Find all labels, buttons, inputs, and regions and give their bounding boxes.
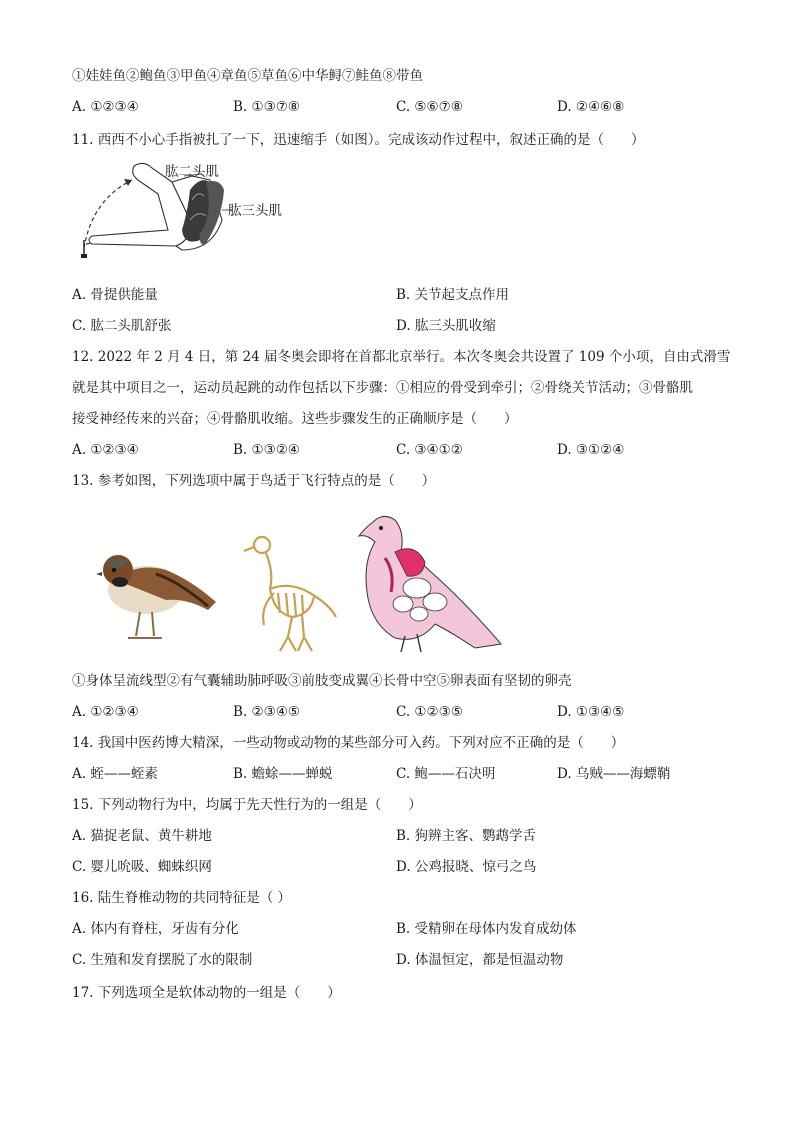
q10-option-b[interactable]: B. ①③⑦⑧: [233, 99, 300, 115]
biceps-label: 肱二头肌: [165, 164, 219, 180]
q13-option-d[interactable]: D. ①③④⑤: [557, 704, 625, 720]
q15-option-c[interactable]: C. 婴儿吮吸、蜘蛛织网: [72, 859, 212, 875]
q12-option-b[interactable]: B. ①③②④: [233, 442, 300, 458]
q12-stem-line3: 接受神经传来的兴奋；④骨骼肌收缩。这些步骤发生的正确顺序是（ ）: [72, 411, 518, 427]
q10-option-a[interactable]: A. ①②③④: [72, 99, 139, 115]
q17-stem: 17. 下列选项全是软体动物的一组是（ ）: [72, 985, 341, 1001]
q15-stem: 15. 下列动物行为中，均属于先天性行为的一组是（ ）: [72, 797, 422, 813]
bird-skeleton-image: [240, 533, 340, 653]
q16-option-b[interactable]: B. 受精卵在母体内发育成幼体: [396, 921, 577, 937]
q11-option-c[interactable]: C. 肱二头肌舒张: [72, 318, 172, 334]
q14-option-c[interactable]: C. 鲍——石决明: [396, 766, 496, 782]
q11-option-d[interactable]: D. 肱三头肌收缩: [396, 318, 496, 334]
q13-option-c[interactable]: C. ①②③⑤: [396, 704, 463, 720]
q16-option-c[interactable]: C. 生殖和发育摆脱了水的限制: [72, 952, 253, 968]
q12-option-a[interactable]: A. ①②③④: [72, 442, 139, 458]
q13-stem: 13. 参考如图，下列选项中属于鸟适于飞行特点的是（ ）: [72, 473, 436, 489]
q10-items: ①娃娃鱼②鲍鱼③甲鱼④章鱼⑤草鱼⑥中华鲟⑦鲑鱼⑧带鱼: [72, 68, 423, 84]
q15-option-d[interactable]: D. 公鸡报晓、惊弓之鸟: [396, 859, 537, 875]
q15-option-b[interactable]: B. 狗辨主客、鹦鹉学舌: [396, 828, 537, 844]
q13-features: ①身体呈流线型②有气囊辅助肺呼吸③前肢变成翼④长骨中空⑤卵表面有坚韧的卵壳: [72, 673, 572, 689]
q14-option-b[interactable]: B. 蟾蜍——蝉蜕: [233, 766, 333, 782]
q10-option-c[interactable]: C. ⑤⑥⑦⑧: [396, 99, 463, 115]
q15-option-a[interactable]: A. 猫捉老鼠、黄牛耕地: [72, 828, 212, 844]
q12-option-d[interactable]: D. ③①②④: [557, 442, 625, 458]
q16-stem: 16. 陆生脊椎动物的共同特征是（ ）: [72, 890, 292, 906]
q11-stem: 11. 西西不小心手指被扎了一下，迅速缩手（如图）。完成该动作过程中，叙述正确的是（ ）: [72, 132, 645, 148]
q14-stem: 14. 我国中医药博大精深，一些动物或动物的某些部分可入药。下列对应不正确的是（ ）: [72, 735, 625, 751]
sparrow-image: [96, 540, 221, 645]
q12-option-c[interactable]: C. ③④①②: [396, 442, 463, 458]
q16-option-d[interactable]: D. 体温恒定，都是恒温动物: [396, 952, 564, 968]
q16-option-a[interactable]: A. 体内有脊柱，牙齿有分化: [72, 921, 239, 937]
q14-option-d[interactable]: D. 乌贼——海螵鞘: [557, 766, 671, 782]
bird-anatomy-image: [355, 512, 505, 655]
q11-option-a[interactable]: A. 骨提供能量: [72, 287, 158, 303]
q12-stem-line2: 就是其中项目之一，运动员起跳的动作包括以下步骤：①相应的骨受到牵引；②骨绕关节活动；③骨骼肌: [72, 380, 693, 396]
q13-option-b[interactable]: B. ②③④⑤: [233, 704, 300, 720]
q10-option-d[interactable]: D. ②④⑥⑧: [557, 99, 625, 115]
q11-option-b[interactable]: B. 关节起支点作用: [396, 287, 510, 303]
q14-option-a[interactable]: A. 蛭——蛭素: [72, 766, 158, 782]
q12-stem-line1: 12. 2022 年 2 月 4 日，第 24 届冬奥会即将在首都北京举行。本次冬奥会共设置了 109 个小项，自由式滑雪: [72, 349, 731, 365]
q13-option-a[interactable]: A. ①②③④: [72, 704, 139, 720]
triceps-label: 肱三头肌: [228, 203, 282, 219]
